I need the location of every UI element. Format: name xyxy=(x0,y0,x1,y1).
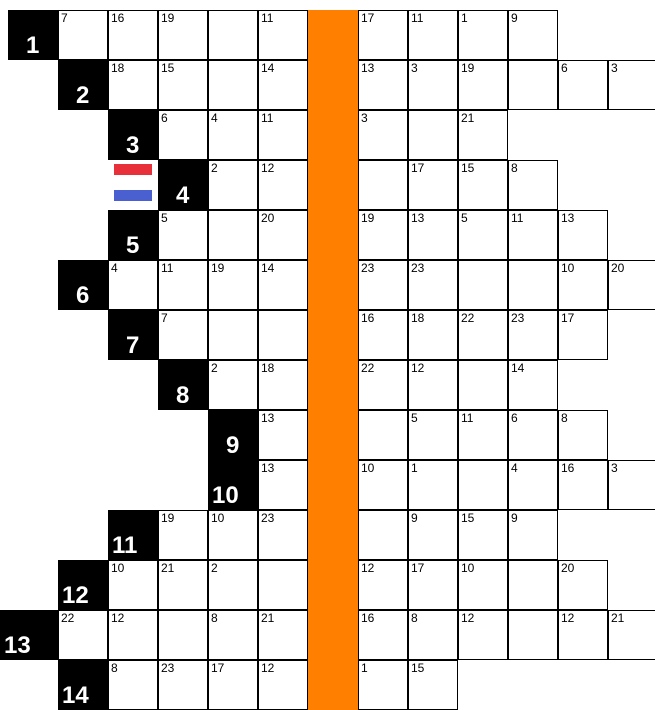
clue-number-8 xyxy=(158,360,208,410)
cell-number: 12 xyxy=(561,611,575,625)
cell-number: 4 xyxy=(211,111,218,125)
cell-number: 15 xyxy=(461,161,475,175)
cell-number: 23 xyxy=(261,511,275,525)
grid-cell[interactable] xyxy=(108,260,158,310)
clue-number-7 xyxy=(108,310,158,360)
grid-cell[interactable] xyxy=(408,110,458,160)
grid-cell[interactable] xyxy=(558,60,608,110)
grid-cell[interactable] xyxy=(608,60,655,110)
grid-cell[interactable] xyxy=(558,210,608,260)
grid-cell[interactable] xyxy=(158,560,208,610)
grid-cell[interactable] xyxy=(358,110,408,160)
cell-number: 3 xyxy=(361,111,368,125)
cell-number: 19 xyxy=(461,61,475,75)
cell-number: 7 xyxy=(61,11,68,25)
flag-icon xyxy=(114,164,152,204)
cell-number: 8 xyxy=(511,161,518,175)
grid-cell[interactable] xyxy=(508,460,558,510)
cell-number: 23 xyxy=(161,661,175,675)
grid-cell[interactable] xyxy=(208,110,258,160)
grid-cell[interactable] xyxy=(608,610,655,660)
cell-number: 21 xyxy=(161,561,175,575)
cell-number: 9 xyxy=(511,511,518,525)
grid-cell[interactable] xyxy=(258,260,308,310)
grid-cell[interactable] xyxy=(208,210,258,260)
grid-cell[interactable] xyxy=(408,60,458,110)
grid-cell[interactable] xyxy=(508,510,558,560)
grid-cell[interactable] xyxy=(508,260,558,310)
grid-cell[interactable] xyxy=(358,210,408,260)
cell-number: 3 xyxy=(411,61,418,75)
cell-number: 19 xyxy=(361,211,375,225)
cell-number: 11 xyxy=(411,11,424,25)
cell-number: 11 xyxy=(261,111,274,125)
grid-cell[interactable] xyxy=(108,60,158,110)
grid-cell[interactable] xyxy=(208,10,258,60)
cell-number: 11 xyxy=(161,261,174,275)
cell-number: 13 xyxy=(411,211,425,225)
grid-cell[interactable] xyxy=(408,160,458,210)
grid-cell[interactable] xyxy=(458,510,508,560)
clue-number-label: 6 xyxy=(76,282,90,309)
cell-number: 12 xyxy=(261,661,275,675)
cell-number: 14 xyxy=(511,361,525,375)
cell-number: 4 xyxy=(511,461,518,475)
cell-number: 15 xyxy=(161,61,175,75)
clue-number-5 xyxy=(108,210,158,260)
grid-cell[interactable] xyxy=(258,60,308,110)
grid-cell[interactable] xyxy=(358,610,408,660)
grid-cell[interactable] xyxy=(508,210,558,260)
cell-number: 6 xyxy=(161,111,168,125)
cell-number: 17 xyxy=(411,561,425,575)
grid-cell[interactable] xyxy=(108,560,158,610)
clue-number-13 xyxy=(0,610,58,660)
cell-number: 14 xyxy=(261,61,275,75)
cell-number: 13 xyxy=(261,411,275,425)
cell-number: 23 xyxy=(411,261,425,275)
grid-cell[interactable] xyxy=(508,410,558,460)
grid-cell[interactable] xyxy=(458,160,508,210)
grid-cell[interactable] xyxy=(108,10,158,60)
cell-number: 10 xyxy=(561,261,575,275)
grid-cell[interactable] xyxy=(458,10,508,60)
cell-number: 2 xyxy=(211,561,218,575)
cell-number: 8 xyxy=(411,611,418,625)
grid-cell[interactable] xyxy=(208,560,258,610)
cell-number: 20 xyxy=(261,211,275,225)
cell-number: 17 xyxy=(411,161,425,175)
cell-number: 12 xyxy=(361,561,375,575)
grid-cell[interactable] xyxy=(458,410,508,460)
grid-cell[interactable] xyxy=(458,560,508,610)
grid-cell[interactable] xyxy=(458,260,508,310)
cell-number: 18 xyxy=(411,311,425,325)
clue-number-9 xyxy=(208,410,258,460)
cell-number: 4 xyxy=(111,261,118,275)
cell-number: 12 xyxy=(111,611,125,625)
grid-cell[interactable] xyxy=(258,210,308,260)
grid-cell[interactable] xyxy=(358,410,408,460)
grid-cell[interactable] xyxy=(358,310,408,360)
grid-cell[interactable] xyxy=(158,310,208,360)
grid-cell[interactable] xyxy=(258,160,308,210)
cell-number: 5 xyxy=(411,411,418,425)
grid-cell[interactable] xyxy=(408,660,458,710)
cell-number: 6 xyxy=(561,61,568,75)
cell-number: 1 xyxy=(361,661,368,675)
grid-cell[interactable] xyxy=(358,560,408,610)
clue-number-3 xyxy=(108,110,158,160)
grid-cell[interactable] xyxy=(208,310,258,360)
grid-cell[interactable] xyxy=(108,660,158,710)
clue-number-label: 12 xyxy=(62,582,89,609)
cell-number: 16 xyxy=(361,311,375,325)
grid-cell[interactable] xyxy=(358,510,408,560)
grid-cell[interactable] xyxy=(508,10,558,60)
cell-number: 11 xyxy=(511,211,524,225)
grid-cell[interactable] xyxy=(158,660,208,710)
cell-number: 22 xyxy=(361,361,375,375)
grid-cell[interactable] xyxy=(608,260,655,310)
grid-cell[interactable] xyxy=(458,110,508,160)
grid-cell[interactable] xyxy=(408,460,458,510)
grid-cell[interactable] xyxy=(408,310,458,360)
grid-cell[interactable] xyxy=(458,610,508,660)
grid-cell[interactable] xyxy=(158,60,208,110)
clue-number-label: 8 xyxy=(176,382,190,409)
grid-cell[interactable] xyxy=(608,460,655,510)
grid-cell[interactable] xyxy=(558,610,608,660)
cell-number: 17 xyxy=(211,661,225,675)
grid-cell[interactable] xyxy=(408,360,458,410)
cell-number: 3 xyxy=(611,61,618,75)
cell-number: 5 xyxy=(461,211,468,225)
grid-cell[interactable] xyxy=(358,660,408,710)
grid-cell[interactable] xyxy=(258,310,308,360)
cell-number: 8 xyxy=(111,661,118,675)
grid-cell[interactable] xyxy=(258,510,308,560)
grid-cell[interactable] xyxy=(258,410,308,460)
grid-cell[interactable] xyxy=(508,560,558,610)
grid-cell[interactable] xyxy=(408,510,458,560)
cell-number: 16 xyxy=(561,461,575,475)
clue-number-6 xyxy=(58,260,108,310)
grid-cell[interactable] xyxy=(58,10,108,60)
flag-red-stripe xyxy=(114,164,152,175)
clue-number-12 xyxy=(58,560,108,610)
grid-cell[interactable] xyxy=(208,510,258,560)
grid-cell[interactable] xyxy=(208,260,258,310)
clue-number-14 xyxy=(58,660,108,710)
grid-cell[interactable] xyxy=(508,60,558,110)
grid-cell[interactable] xyxy=(458,210,508,260)
cell-number: 7 xyxy=(161,311,168,325)
cell-number: 18 xyxy=(261,361,275,375)
cell-number: 15 xyxy=(411,661,425,675)
cell-number: 21 xyxy=(461,111,475,125)
cell-number: 21 xyxy=(611,611,625,625)
clue-number-label: 10 xyxy=(212,482,239,509)
grid-cell[interactable] xyxy=(558,410,608,460)
cell-number: 10 xyxy=(111,561,125,575)
clue-number-label: 3 xyxy=(126,132,140,159)
cell-number: 13 xyxy=(561,211,575,225)
cell-number: 10 xyxy=(361,461,375,475)
cell-number: 16 xyxy=(111,11,125,25)
grid-cell[interactable] xyxy=(508,160,558,210)
grid-cell[interactable] xyxy=(208,360,258,410)
cell-number: 10 xyxy=(211,511,225,525)
grid-cell[interactable] xyxy=(558,560,608,610)
clue-number-label: 7 xyxy=(126,332,140,359)
cell-number: 1 xyxy=(461,11,468,25)
cell-number: 2 xyxy=(211,161,218,175)
grid-cell[interactable] xyxy=(258,110,308,160)
grid-cell[interactable] xyxy=(258,10,308,60)
cell-number: 1 xyxy=(411,461,418,475)
cell-number: 11 xyxy=(261,11,274,25)
cell-number: 22 xyxy=(461,311,475,325)
cell-number: 12 xyxy=(411,361,425,375)
cell-number: 19 xyxy=(161,11,175,25)
clue-number-label: 1 xyxy=(26,32,40,59)
clue-number-1 xyxy=(8,10,58,60)
clue-number-label: 5 xyxy=(126,232,140,259)
clue-number-10 xyxy=(208,460,258,510)
clue-number-label: 13 xyxy=(4,632,31,659)
grid-cell[interactable] xyxy=(108,610,158,660)
clue-number-11 xyxy=(108,510,158,560)
cell-number: 17 xyxy=(561,311,575,325)
grid-cell[interactable] xyxy=(258,610,308,660)
grid-cell[interactable] xyxy=(58,610,108,660)
grid-cell[interactable] xyxy=(558,460,608,510)
grid-cell[interactable] xyxy=(508,310,558,360)
grid-cell[interactable] xyxy=(158,10,208,60)
grid-cell[interactable] xyxy=(558,310,608,360)
grid-cell[interactable] xyxy=(208,60,258,110)
clue-number-label: 11 xyxy=(112,532,138,559)
cell-number: 14 xyxy=(261,261,275,275)
clue-number-4 xyxy=(158,160,208,210)
grid-cell[interactable] xyxy=(558,260,608,310)
grid-cell[interactable] xyxy=(458,60,508,110)
grid-cell[interactable] xyxy=(258,560,308,610)
highlight-column xyxy=(308,10,356,704)
grid-cell[interactable] xyxy=(358,10,408,60)
grid-cell[interactable] xyxy=(408,260,458,310)
cell-number: 18 xyxy=(111,61,125,75)
grid-cell[interactable] xyxy=(358,460,408,510)
cell-number: 16 xyxy=(361,611,375,625)
grid-cell[interactable] xyxy=(258,460,308,510)
grid-cell[interactable] xyxy=(408,10,458,60)
cell-number: 13 xyxy=(261,461,275,475)
cell-number: 5 xyxy=(161,211,168,225)
grid-cell[interactable] xyxy=(258,360,308,410)
cell-number: 6 xyxy=(511,411,518,425)
grid-cell[interactable] xyxy=(208,160,258,210)
cell-number: 12 xyxy=(461,611,475,625)
clue-number-2 xyxy=(58,60,108,110)
clue-number-label: 2 xyxy=(76,82,90,109)
cell-number: 20 xyxy=(561,561,575,575)
grid-cell[interactable] xyxy=(158,260,208,310)
clue-number-label: 4 xyxy=(176,182,190,209)
cell-number: 13 xyxy=(361,61,375,75)
grid-cell[interactable] xyxy=(408,610,458,660)
cell-number: 20 xyxy=(611,261,625,275)
cell-number: 21 xyxy=(261,611,275,625)
grid-cell[interactable] xyxy=(408,560,458,610)
cell-number: 3 xyxy=(611,461,618,475)
grid-cell[interactable] xyxy=(158,110,208,160)
grid-cell[interactable] xyxy=(258,660,308,710)
grid-cell[interactable] xyxy=(508,360,558,410)
cell-number: 12 xyxy=(261,161,275,175)
grid-cell[interactable] xyxy=(508,610,558,660)
cell-number: 9 xyxy=(511,11,518,25)
grid-cell[interactable] xyxy=(208,610,258,660)
cell-number: 8 xyxy=(211,611,218,625)
clue-number-label: 9 xyxy=(226,432,240,459)
clue-number-label: 14 xyxy=(62,682,89,709)
grid-cell[interactable] xyxy=(208,660,258,710)
cell-number: 8 xyxy=(561,411,568,425)
cell-number: 11 xyxy=(461,411,474,425)
grid-cell[interactable] xyxy=(408,410,458,460)
cell-number: 2 xyxy=(211,361,218,375)
grid-cell[interactable] xyxy=(358,160,408,210)
grid-cell[interactable] xyxy=(158,510,208,560)
grid-cell[interactable] xyxy=(358,60,408,110)
cell-number: 19 xyxy=(211,261,225,275)
cell-number: 15 xyxy=(461,511,475,525)
grid-cell[interactable] xyxy=(158,210,208,260)
cell-number: 23 xyxy=(511,311,525,325)
grid-cell[interactable] xyxy=(458,360,508,410)
grid-cell[interactable] xyxy=(158,610,208,660)
grid-cell[interactable] xyxy=(358,260,408,310)
grid-cell[interactable] xyxy=(458,310,508,360)
cell-number: 22 xyxy=(61,611,75,625)
grid-cell[interactable] xyxy=(358,360,408,410)
grid-cell[interactable] xyxy=(408,210,458,260)
flag-blue-stripe xyxy=(114,190,152,201)
cell-number: 10 xyxy=(461,561,475,575)
cell-number: 19 xyxy=(161,511,175,525)
cell-number: 9 xyxy=(411,511,418,525)
grid-cell[interactable] xyxy=(458,460,508,510)
cell-number: 17 xyxy=(361,11,375,25)
cell-number: 23 xyxy=(361,261,375,275)
